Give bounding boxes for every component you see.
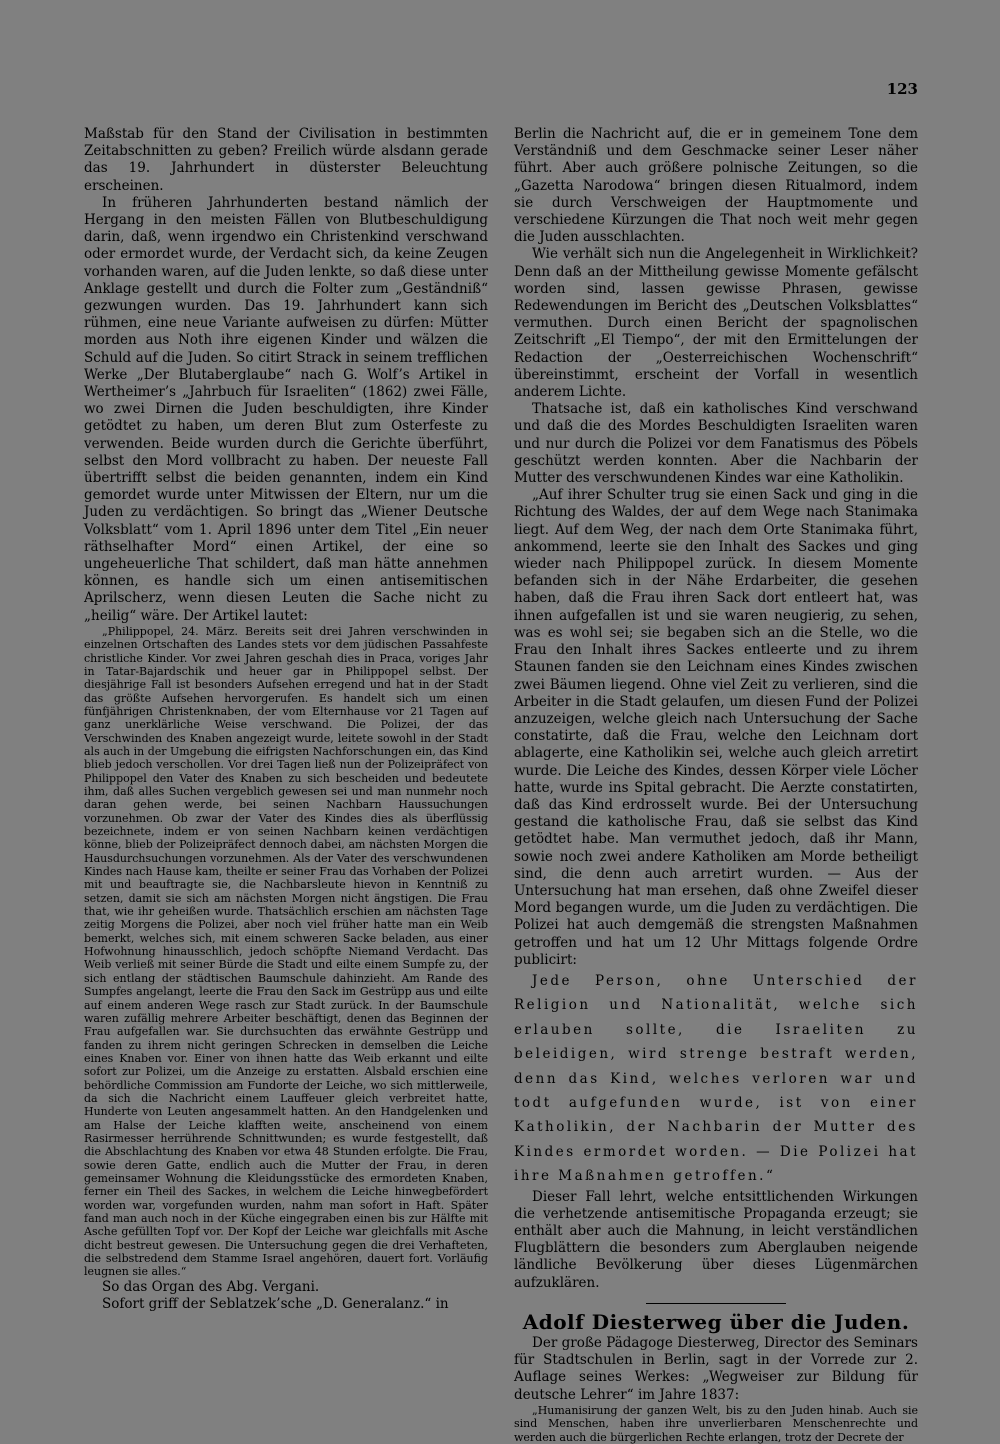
- paragraph: Berlin die Nachricht auf, die er in gemeinem Tone dem Verständniß und dem Geschmacke seiner Leser näher führt. Aber auch größere polnische Zeitungen, so die „Gazetta Narodowa“ bringen diesen Ritualmord, indem sie durch Verschweigen der Hauptmomente und verschiedene Kürzungen die That noch weit mehr gegen die Juden ausschlachten.: [514, 126, 918, 246]
- paragraph: Der große Pädagoge Diesterweg, Director des Seminars für Stadtschulen in Berlin, sagt in der Vorrede zur 2. Auflage seines Werkes: „Wegweiser zur Bildung für deutsche Lehrer“ im Jahre 1837:: [514, 1335, 918, 1403]
- section-divider: [646, 1303, 786, 1304]
- police-order: Jede Person, ohne Unterschied der Religion und Nationalität, welche sich erlauben sollte, die Israeliten zu beleidigen, wird strenge bestraft werden, denn das Kind, welches verloren war und todt aufgefunden wurde, ist von einer Katholikin, der Nachbarin der Mutter des Kindes ermordet worden. — Die Polizei hat ihre Maßnahmen getroffen.“: [514, 972, 918, 1185]
- paragraph: Thatsache ist, daß ein katholisches Kind verschwand und daß die des Mordes Beschuldigten Israeliten waren und nur durch die Polizei vor dem Fanatismus des Pöbels geschützt werden konnten. Aber die Nachbarin der Mutter des verschwundenen Kindes war eine Katholikin.: [514, 401, 918, 487]
- paragraph: So das Organ des Abg. Vergani.: [102, 1278, 320, 1295]
- paragraph: Maßstab für den Stand der Civilisation in bestimmten Zeitabschnitten zu geben? Freilich würde alsdann gerade das 19. Jahrhundert in düsterster Beleuchtung erscheinen.: [84, 126, 488, 194]
- quoted-article: „Philippopel, 24. März. Bereits seit drei Jahren verschwinden in einzelnen Ortschaften des Landes stets vor dem jüdischen Passahfeste christliche Kinder. Vor zwei Jahren geschah dies in Praca, voriges Jahr in Tatar-Bajardschik und heuer gar in Philippopel selbst. Der diesjährige Fall ist besonders Aufsehen erregend und hat in der Stadt das größte Aufsehen hervorgerufen. Es handelt sich um einen fünfjährigen Christenknaben, der vom Elternhause vor 21 Tagen auf ganz unerklärliche Weise verschwand. Die Polizei, der das Verschwinden des Knaben angezeigt wurde, leitete sowohl in der Stadt als auch in der Umgebung die eifrigsten Nachforschungen ein, das Kind blieb jedoch verschollen. Vor drei Tagen ließ nun der Polizeipräfect von Philippopel den Vater des Knaben zu sich bescheiden und bedeutete ihm, daß alles Suchen vergeblich gewesen sei und man nunmehr noch daran gehen werde, bei seinen Nachbarn Haussuchungen vorzunehmen. Ob zwar der Vater des Kindes dies als überflüssig bezeichnete, indem er von seinen Nachbarn keinen verdächtigen könne, blieb der Polizeipräfect dennoch dabei, am nächsten Morgen die Hausdurchsuchungen vorzunehmen. Als der Vater des verschwundenen Kindes nach Hause kam, theilte er seiner Frau das Vorhaben der Polizei mit und beauftragte sie, die Nachbarsleute hievon in Kenntniß zu setzen, damit sie sich am nächsten Morgen nicht ängstigen. Die Frau that, wie ihr geheißen wurde. Thatsächlich erschien am nächsten Tage zeitig Morgens die Polizei, aber noch viel früher hatte man ein Weib bemerkt, welches sich, mit einem schweren Sacke beladen, aus einer Hofwohnung hinausschlich, jedoch schöpfte Niemand Verdacht. Das Weib verließ mit seiner Bürde die Stadt und eilte einem Sumpfe zu, der sich entlang der städtischen Baumschule dahinzieht. Am Rande des Sumpfes angelangt, leerte die Frau den Sack im Gestrüpp aus und eilte auf einem anderen Wege rasch zur Stadt zurück. In der Baumschule waren zufällig mehrere Arbeiter beschäftigt, denen das Beginnen der Frau aufgefallen war. Sie durchsuchten das erwähnte Gestrüpp und fanden zu ihrem nicht geringen Schrecken in demselben die Leiche eines Knaben vor. Einer von ihnen hatte das Weib erkannt und eilte sofort zur Polizei, um die Anzeige zu erstatten. Alsbald erschien eine behördliche Commission am Fundorte der Leiche, wo sich mittlerweile, da sich die Nachricht einem Lauffeuer gleich verbreitet hatte, Hunderte von Leuten angesammelt hatten. An den Handgelenken und am Halse der Leiche klafften weite, anscheinend von einem Rasirmesser herrührende Schnittwunden; es wurde festgestellt, daß die Abschlachtung des Knaben vor etwa 48 Stunden erfolgte. Die Frau, sowie deren Gatte, endlich auch die Mutter der Frau, in deren gemeinsamer Wohnung die Kleidungsstücke des ermordeten Knaben, ferner ein Theil des Sackes, in welchem die Leiche hinwegbefördert worden war, vorgefunden wurden, nahm man sofort in Haft. Später fand man auch noch in der Küche eingegraben einen bis zur Hälfte mit Asche gefüllten Topf vor. Der Kopf der Leiche war gleichfalls mit Asche dicht bestreut gewesen. Die Untersuchung gegen die drei Verhafteten, die selbstredend dem Stamme Israel angehören, dauert fort. Vorläufig leugnen sie alles.“: [84, 624, 488, 1279]
- paragraph: „Auf ihrer Schulter trug sie einen Sack und ging in die Richtung des Waldes, der auf dem Wege nach Stanimaka liegt. Auf dem Weg, der nach dem Orte Stanimaka führt, ankommend, leerte sie den Inhalt des Sackes und ging wieder nach Philippopel zurück. In diesem Momente befanden sich in der Nähe Erdarbeiter, die gesehen haben, daß die Frau ihren Sack dort entleert hat, was ihnen aufgefallen ist und sie waren neugierig, zu sehen, was es wohl sei; sie begaben sich an die Stelle, wo die Frau den Inhalt ihres Sackes entleerte und zu ihrem Staunen fanden sie den Leichnam eines Kindes zwischen zwei Bäumen liegend. Ohne viel Zeit zu verlieren, sind die Arbeiter in die Stadt gelaufen, um diesen Fund der Polizei anzuzeigen, welche gleich nach Untersuchung der Sache constatirte, daß die Frau, welche den Leichnam dort ablagerte, eine Katholikin sei, welche auch gleich arretirt wurde. Die Leiche des Kindes, dessen Körper viele Löcher hatte, wurde ins Spital gebracht. Die Aerzte constatirten, daß das Kind erdrosselt wurde. Bei der Untersuchung gestand die katholische Frau, daß sie selbst das Kind getödtet habe. Man vermuthet jedoch, daß ihr Mann, sowie noch zwei andere Katholiken am Morde betheiligt sind, die denn auch arretirt wurden. — Aus der Untersuchung hat man ersehen, daß ohne Zweifel dieser Mord begangen wurde, um die Juden zu verdächtigen. Die Polizei hat auch demgemäß die strengsten Maßnahmen getroffen und hat um 12 Uhr Mittags folgende Ordre publicirt:: [514, 487, 918, 968]
- page-number: 123: [886, 80, 918, 98]
- paragraph: Sofort griff der Seblatzek’sche „D. Generalanz.“ in: [102, 1295, 449, 1312]
- right-column: [514, 126, 918, 1444]
- paragraph: Dieser Fall lehrt, welche entsittlichenden Wirkungen die verhetzende antisemitische Propaganda erzeugt; sie enthält aber auch die Mahnung, in leicht verständlichen Flugblättern die besonders zum Aberglauben neigende ländliche Bevölkerung über dieses Lügenmärchen aufzuklären.: [514, 1188, 918, 1291]
- paragraph: Wie verhält sich nun die Angelegenheit in Wirklichkeit? Denn daß an der Mittheilung gewisse Momente gefälscht worden sind, lassen gewisse Phrasen, gewisse Redewendungen im Bericht des „Deutschen Volksblattes“ vermuthen. Durch einen Bericht der spagnolischen Zeitschrift „El Tiempo“, der mit den Ermittelungen der Redaction der „Oesterreichischen Wochenschrift“ übereinstimmt, erscheint der Vorfall in wesentlich anderem Lichte.: [514, 246, 918, 401]
- paragraph: In früheren Jahrhunderten bestand nämlich der Hergang in den meisten Fällen von Blutbeschuldigung darin, daß, wenn irgendwo ein Christenkind verschwand oder ermordet wurde, der Verdacht sich, da keine Zeugen vorhanden waren, auf die Juden lenkte, so daß diese unter Anklage gestellt und durch die Folter zum „Geständniß“ gezwungen wurden. Das 19. Jahrhundert kann sich rühmen, eine neue Variante aufweisen zu dürfen: Mütter morden aus Noth ihre eigenen Kinder und wälzen die Schuld auf die Juden. So citirt Strack in seinem trefflichen Werke „Der Blutaberglaube“ nach G. Wolf’s Artikel in Wertheimer’s „Jahrbuch für Israeliten“ (1862) zwei Fälle, wo zwei Dirnen die Juden beschuldigten, ihre Kinder getödtet zu haben, um deren Blut zum Osterfeste zu verwenden. Beide wurden durch die Gerichte überführt, selbst den Mord vollbracht zu haben. Der neueste Fall übertrifft selbst die beiden genannten, indem ein Kind gemordet wurde unter Mitwissen der Eltern, nur um die Juden zu verdächtigen. So bringt das „Wiener Deutsche Volksblatt“ vom 1. April 1896 unter dem Titel „Ein neuer räthselhafter Mord“ einen Artikel, der eine so ungeheuerliche That schildert, daß man hätte annehmen können, es handle sich um einen antisemitischen Aprilscherz, wenn diesen Leuten die Sache nicht zu „heilig“ wäre. Der Artikel lautet:: [84, 194, 488, 624]
- left-column: [84, 126, 488, 1313]
- section-heading: Adolf Diesterweg über die Juden.: [522, 1309, 910, 1334]
- quoted-passage: „Humanisirung der ganzen Welt, bis zu den Juden hinab. Auch sie sind Menschen, haben ihre unverlierbaren Menschenrechte und werden auch die bürgerlichen Rechte erlangen, trotz der Decrete der: [514, 1403, 918, 1444]
